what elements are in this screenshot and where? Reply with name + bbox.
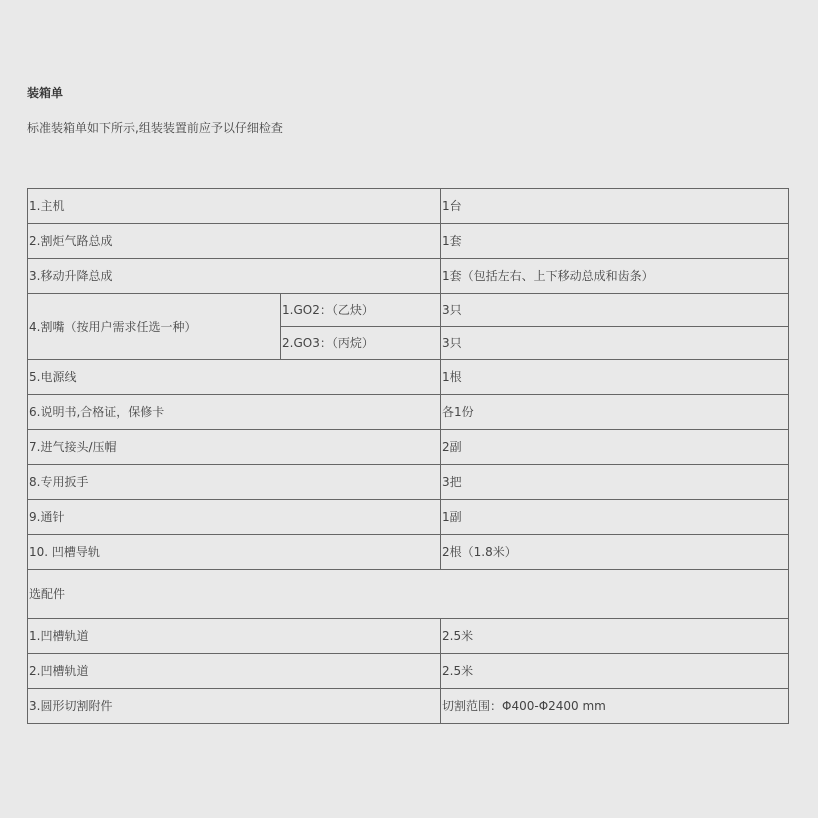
item-cell: 2.割炬气路总成 [28, 224, 441, 259]
table-row [28, 259, 789, 294]
table-row [28, 294, 789, 327]
quantity-cell: 1套（包括左右、上下移动总成和齿条） [441, 259, 789, 294]
item-cell: 9.通针 [28, 500, 441, 535]
optional-header-row [28, 570, 789, 619]
quantity-cell: 2副 [441, 430, 789, 465]
item-cell: 10. 凹槽导轨 [28, 535, 441, 570]
quantity-cell: 1套 [441, 224, 789, 259]
item-cell: 1.凹槽轨道 [28, 619, 441, 654]
quantity-cell: 3把 [441, 465, 789, 500]
sub-item-cell: 2.GO3：（丙烷） [281, 327, 441, 360]
table-row [28, 189, 789, 224]
quantity-cell: 3只 [441, 294, 789, 327]
quantity-cell: 切割范围：Φ400-Φ2400 mm [441, 689, 789, 724]
table-row [28, 224, 789, 259]
quantity-cell: 2根（1.8米） [441, 535, 789, 570]
quantity-cell: 1副 [441, 500, 789, 535]
quantity-cell: 3只 [441, 327, 789, 360]
quantity-cell: 各1份 [441, 395, 789, 430]
optional-header-cell: 选配件 [28, 570, 789, 619]
item-cell: 8.专用扳手 [28, 465, 441, 500]
quantity-cell: 2.5米 [441, 619, 789, 654]
table-row [28, 689, 789, 724]
table-row [28, 395, 789, 430]
sub-item-cell: 1.GO2：（乙炔） [281, 294, 441, 327]
quantity-cell: 2.5米 [441, 654, 789, 689]
intro-text: 标准装箱单如下所示,组装装置前应予以仔细检查 [27, 121, 283, 135]
item-cell: 6.说明书,合格证，保修卡 [28, 395, 441, 430]
item-cell: 7.进气接头/压帽 [28, 430, 441, 465]
item-cell: 2.凹槽轨道 [28, 654, 441, 689]
table-row [28, 360, 789, 395]
table-row [28, 500, 789, 535]
table-row [28, 430, 789, 465]
quantity-cell: 1根 [441, 360, 789, 395]
table-row [28, 465, 789, 500]
quantity-cell: 1台 [441, 189, 789, 224]
packing-list-table [27, 188, 789, 724]
table-row [28, 535, 789, 570]
item-cell: 1.主机 [28, 189, 441, 224]
item-cell: 3.圆形切割附件 [28, 689, 441, 724]
document-title: 装箱单 [27, 86, 64, 100]
item-cell: 3.移动升降总成 [28, 259, 441, 294]
table-row [28, 619, 789, 654]
item-cell: 5.电源线 [28, 360, 441, 395]
table-row [28, 654, 789, 689]
item-cell: 4.割嘴（按用户需求任选一种） [28, 294, 281, 360]
